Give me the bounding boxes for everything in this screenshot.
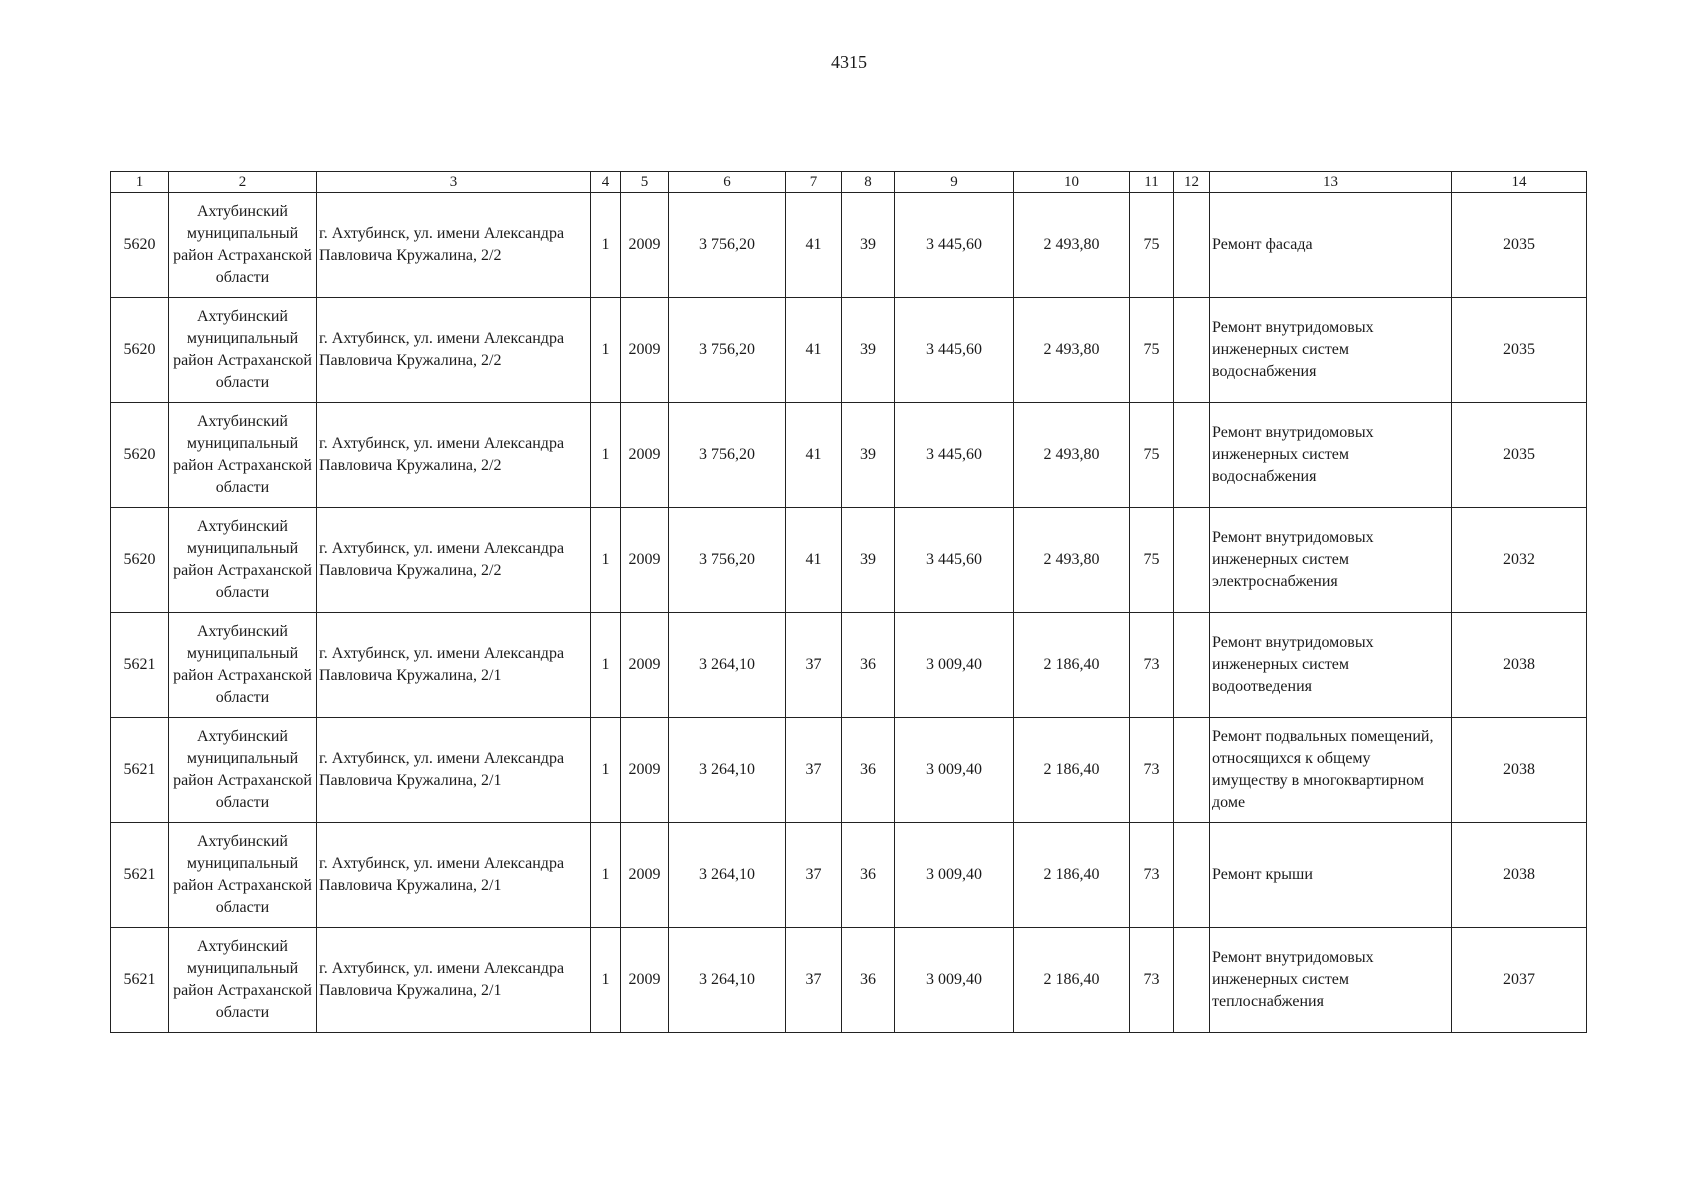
cell-municipality: Ахтубинский муниципальный район Астраханской области: [169, 823, 317, 928]
cell-col10: 2 493,80: [1014, 298, 1130, 403]
cell-col10: 2 186,40: [1014, 823, 1130, 928]
column-header: 12: [1174, 172, 1210, 193]
cell-area-total: 3 264,10: [669, 718, 786, 823]
column-header: 10: [1014, 172, 1130, 193]
page-number: 4315: [831, 52, 867, 72]
cell-col9: 3 445,60: [895, 403, 1014, 508]
cell-plan-year: 2038: [1452, 823, 1587, 928]
cell-col8: 36: [842, 613, 895, 718]
table-row: [111, 298, 1587, 403]
cell-col12: [1174, 718, 1210, 823]
cell-plan-year: 2032: [1452, 508, 1587, 613]
column-header: 7: [786, 172, 842, 193]
cell-year: 2009: [621, 508, 669, 613]
cell-address: г. Ахтубинск, ул. имени Александра Павловича Кружалина, 2/1: [317, 718, 591, 823]
cell-col12: [1174, 823, 1210, 928]
cell-year: 2009: [621, 298, 669, 403]
cell-col8: 39: [842, 298, 895, 403]
cell-col7: 41: [786, 508, 842, 613]
cell-col11: 73: [1130, 823, 1174, 928]
cell-plan-year: 2035: [1452, 193, 1587, 298]
cell-col4: 1: [591, 403, 621, 508]
table-row: [111, 613, 1587, 718]
cell-id: 5620: [111, 193, 169, 298]
column-header: 2: [169, 172, 317, 193]
table-row: [111, 193, 1587, 298]
cell-work-type: Ремонт крыши: [1210, 823, 1452, 928]
column-header: 14: [1452, 172, 1587, 193]
table-row: [111, 403, 1587, 508]
cell-year: 2009: [621, 928, 669, 1033]
cell-col4: 1: [591, 613, 621, 718]
cell-id: 5621: [111, 928, 169, 1033]
cell-col11: 73: [1130, 613, 1174, 718]
cell-area-total: 3 756,20: [669, 508, 786, 613]
cell-area-total: 3 756,20: [669, 403, 786, 508]
cell-id: 5620: [111, 403, 169, 508]
cell-col7: 37: [786, 823, 842, 928]
cell-plan-year: 2038: [1452, 613, 1587, 718]
cell-col11: 75: [1130, 193, 1174, 298]
cell-plan-year: 2035: [1452, 403, 1587, 508]
cell-col4: 1: [591, 718, 621, 823]
column-header: 1: [111, 172, 169, 193]
cell-id: 5621: [111, 718, 169, 823]
column-header: 6: [669, 172, 786, 193]
cell-col9: 3 009,40: [895, 928, 1014, 1033]
column-header: 3: [317, 172, 591, 193]
cell-col9: 3 445,60: [895, 508, 1014, 613]
table-row: [111, 508, 1587, 613]
cell-col9: 3 445,60: [895, 298, 1014, 403]
cell-col9: 3 445,60: [895, 193, 1014, 298]
cell-col10: 2 186,40: [1014, 613, 1130, 718]
cell-area-total: 3 264,10: [669, 613, 786, 718]
cell-municipality: Ахтубинский муниципальный район Астраханской области: [169, 508, 317, 613]
cell-col4: 1: [591, 193, 621, 298]
cell-year: 2009: [621, 403, 669, 508]
cell-area-total: 3 264,10: [669, 823, 786, 928]
cell-col7: 37: [786, 718, 842, 823]
cell-municipality: Ахтубинский муниципальный район Астраханской области: [169, 298, 317, 403]
cell-address: г. Ахтубинск, ул. имени Александра Павловича Кружалина, 2/1: [317, 928, 591, 1033]
cell-col11: 75: [1130, 298, 1174, 403]
cell-municipality: Ахтубинский муниципальный район Астраханской области: [169, 193, 317, 298]
cell-year: 2009: [621, 718, 669, 823]
cell-work-type: Ремонт внутридомовых инженерных систем водоснабжения: [1210, 298, 1452, 403]
cell-work-type: Ремонт внутридомовых инженерных систем электроснабжения: [1210, 508, 1452, 613]
column-header: 9: [895, 172, 1014, 193]
cell-work-type: Ремонт внутридомовых инженерных систем теплоснабжения: [1210, 928, 1452, 1033]
cell-col10: 2 493,80: [1014, 193, 1130, 298]
cell-col12: [1174, 613, 1210, 718]
column-header: 4: [591, 172, 621, 193]
cell-col8: 39: [842, 193, 895, 298]
cell-col9: 3 009,40: [895, 718, 1014, 823]
cell-col8: 39: [842, 508, 895, 613]
cell-col11: 75: [1130, 403, 1174, 508]
cell-area-total: 3 264,10: [669, 928, 786, 1033]
cell-id: 5621: [111, 823, 169, 928]
cell-col4: 1: [591, 823, 621, 928]
cell-col7: 41: [786, 403, 842, 508]
column-number-row: [111, 172, 1587, 193]
cell-col10: 2 493,80: [1014, 508, 1130, 613]
cell-municipality: Ахтубинский муниципальный район Астраханской области: [169, 403, 317, 508]
cell-col11: 73: [1130, 718, 1174, 823]
cell-col8: 39: [842, 403, 895, 508]
cell-work-type: Ремонт внутридомовых инженерных систем водоснабжения: [1210, 403, 1452, 508]
cell-col12: [1174, 508, 1210, 613]
cell-col8: 36: [842, 823, 895, 928]
cell-col7: 37: [786, 928, 842, 1033]
table-row: [111, 823, 1587, 928]
cell-col9: 3 009,40: [895, 613, 1014, 718]
column-header: 8: [842, 172, 895, 193]
cell-work-type: Ремонт внутридомовых инженерных систем водоотведения: [1210, 613, 1452, 718]
table-row: [111, 928, 1587, 1033]
cell-address: г. Ахтубинск, ул. имени Александра Павловича Кружалина, 2/1: [317, 613, 591, 718]
cell-id: 5620: [111, 298, 169, 403]
cell-col10: 2 186,40: [1014, 928, 1130, 1033]
cell-col4: 1: [591, 298, 621, 403]
table-header: [111, 172, 1587, 193]
cell-col12: [1174, 928, 1210, 1033]
cell-col12: [1174, 298, 1210, 403]
cell-work-type: Ремонт подвальных помещений, относящихся к общему имуществу в многоквартирном доме: [1210, 718, 1452, 823]
cell-col10: 2 186,40: [1014, 718, 1130, 823]
cell-address: г. Ахтубинск, ул. имени Александра Павловича Кружалина, 2/2: [317, 193, 591, 298]
cell-col7: 37: [786, 613, 842, 718]
cell-area-total: 3 756,20: [669, 193, 786, 298]
cell-col10: 2 493,80: [1014, 403, 1130, 508]
table-body: [111, 193, 1587, 1033]
column-header: 11: [1130, 172, 1174, 193]
cell-municipality: Ахтубинский муниципальный район Астраханской области: [169, 718, 317, 823]
cell-col8: 36: [842, 928, 895, 1033]
cell-col9: 3 009,40: [895, 823, 1014, 928]
cell-col4: 1: [591, 928, 621, 1033]
column-header: 13: [1210, 172, 1452, 193]
cell-address: г. Ахтубинск, ул. имени Александра Павловича Кружалина, 2/2: [317, 508, 591, 613]
cell-col7: 41: [786, 193, 842, 298]
cell-id: 5621: [111, 613, 169, 718]
column-header: 5: [621, 172, 669, 193]
cell-col11: 75: [1130, 508, 1174, 613]
cell-col4: 1: [591, 508, 621, 613]
cell-municipality: Ахтубинский муниципальный район Астраханской области: [169, 928, 317, 1033]
cell-col11: 73: [1130, 928, 1174, 1033]
cell-col7: 41: [786, 298, 842, 403]
cell-plan-year: 2038: [1452, 718, 1587, 823]
cell-plan-year: 2035: [1452, 298, 1587, 403]
cell-plan-year: 2037: [1452, 928, 1587, 1033]
cell-year: 2009: [621, 823, 669, 928]
cell-work-type: Ремонт фасада: [1210, 193, 1452, 298]
cell-year: 2009: [621, 613, 669, 718]
cell-col8: 36: [842, 718, 895, 823]
cell-year: 2009: [621, 193, 669, 298]
cell-address: г. Ахтубинск, ул. имени Александра Павловича Кружалина, 2/2: [317, 298, 591, 403]
cell-address: г. Ахтубинск, ул. имени Александра Павловича Кружалина, 2/2: [317, 403, 591, 508]
cell-address: г. Ахтубинск, ул. имени Александра Павловича Кружалина, 2/1: [317, 823, 591, 928]
cell-id: 5620: [111, 508, 169, 613]
cell-col12: [1174, 403, 1210, 508]
table-row: [111, 718, 1587, 823]
registry-table: [110, 171, 1587, 1033]
cell-municipality: Ахтубинский муниципальный район Астраханской области: [169, 613, 317, 718]
cell-col12: [1174, 193, 1210, 298]
cell-area-total: 3 756,20: [669, 298, 786, 403]
